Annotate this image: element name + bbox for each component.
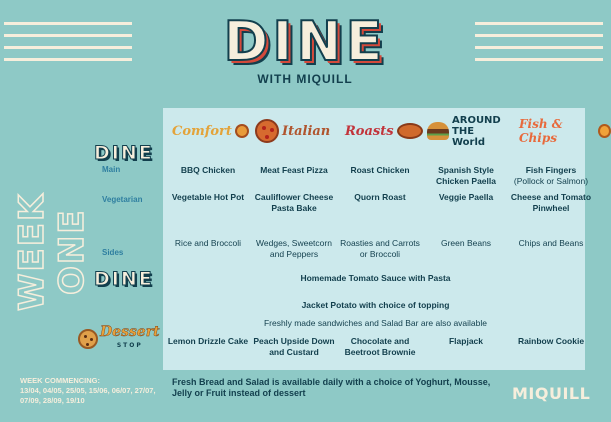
category-fish <box>519 116 611 146</box>
header-stripes-left <box>4 22 132 70</box>
dessert-stop-badge <box>78 326 160 352</box>
week-commencing-label: WEEK COMMENCING: <box>20 376 100 385</box>
fish-icon <box>598 124 611 138</box>
main-fish-extra: (Pollock or Salmon) <box>513 176 589 186</box>
sides-fish: Chips and Beans <box>518 238 584 248</box>
category-comfort-label: Comfort <box>172 123 232 139</box>
sides-world: Green Beans <box>440 238 492 248</box>
dine2-sandwiches: Freshly made sandwiches and Salad Bar are also available <box>263 318 487 328</box>
dine2-jacket-potato: Jacket Potato with choice of topping <box>301 300 450 310</box>
pizza-icon <box>255 119 279 143</box>
sides-comfort: Rice and Broccoli <box>174 238 242 248</box>
category-italian-label: Italian <box>282 123 331 139</box>
sides-roasts: Roasties and Carrots or Broccoli <box>340 238 420 259</box>
miquill-logo: MIQUILL <box>512 384 591 403</box>
cookie-icon <box>78 329 98 349</box>
week-commencing-dates: 13/04, 04/05, 25/05, 15/06, 06/07, 27/07, 07/09, 28/09, 19/10 <box>20 386 156 405</box>
dine-label-secondary: DINE <box>94 268 154 290</box>
row-label-vegetarian: Vegetarian <box>102 195 143 204</box>
main-world: Spanish Style Chicken Paella <box>435 165 496 186</box>
main-comfort: BBQ Chicken <box>180 165 236 175</box>
dessert-stop-label <box>100 326 160 352</box>
dessert-fish: Rainbow Cookie <box>517 336 585 346</box>
main-fish <box>509 165 593 187</box>
dessert-world: Flapjack <box>448 336 484 346</box>
main-fish-dish: Fish Fingers <box>525 165 577 175</box>
veg-roasts: Quorn Roast <box>354 192 406 202</box>
dessert-italian: Peach Upside Down and Custard <box>253 336 335 357</box>
dessert-sub-label: STOP <box>116 342 143 349</box>
veg-fish: Cheese and Tomato Pinwheel <box>510 192 592 213</box>
dine2-pasta: Homemade Tomato Sauce with Pasta <box>300 273 451 283</box>
logo-title: DINE <box>223 10 387 73</box>
dessert-comfort: Lemon Drizzle Cake <box>167 336 249 346</box>
row-label-sides: Sides <box>102 248 124 257</box>
header-stripes-right <box>475 22 603 70</box>
category-world-label: AROUND THE World <box>452 114 501 148</box>
category-fish-label: Fish & Chips <box>519 117 563 145</box>
category-world <box>427 116 510 146</box>
dessert-label: Dessert <box>100 324 160 340</box>
main-italian: Meat Feast Pizza <box>260 165 328 175</box>
sides-italian: Wedges, Sweetcorn and Peppers <box>256 238 332 259</box>
veg-comfort: Vegetable Hot Pot <box>171 192 245 202</box>
burger-icon <box>427 122 449 140</box>
category-roasts <box>345 116 423 146</box>
veg-italian: Cauliflower Cheese Pasta Bake <box>254 192 334 213</box>
roast-chicken-icon <box>397 123 423 139</box>
dessert-roasts: Chocolate and Beetroot Brownie <box>344 336 416 357</box>
category-italian <box>255 116 330 146</box>
dine-label-main: DINE <box>94 142 154 164</box>
main-roasts: Roast Chicken <box>350 165 410 175</box>
category-roasts-label: Roasts <box>345 123 394 139</box>
pie-icon <box>235 124 249 138</box>
row-label-main: Main <box>102 165 121 174</box>
category-comfort <box>172 116 249 146</box>
dine-logo <box>223 10 387 86</box>
week-one-label: WEEK ONE <box>12 192 92 312</box>
footer-note: Fresh Bread and Salad is available daily with a choice of Yoghurt, Mousse, Jelly or Fruit instead of dessert <box>172 377 491 398</box>
week-commencing <box>20 376 170 406</box>
logo-subtitle: WITH MIQUILL <box>257 72 353 86</box>
veg-world: Veggie Paella <box>438 192 494 202</box>
